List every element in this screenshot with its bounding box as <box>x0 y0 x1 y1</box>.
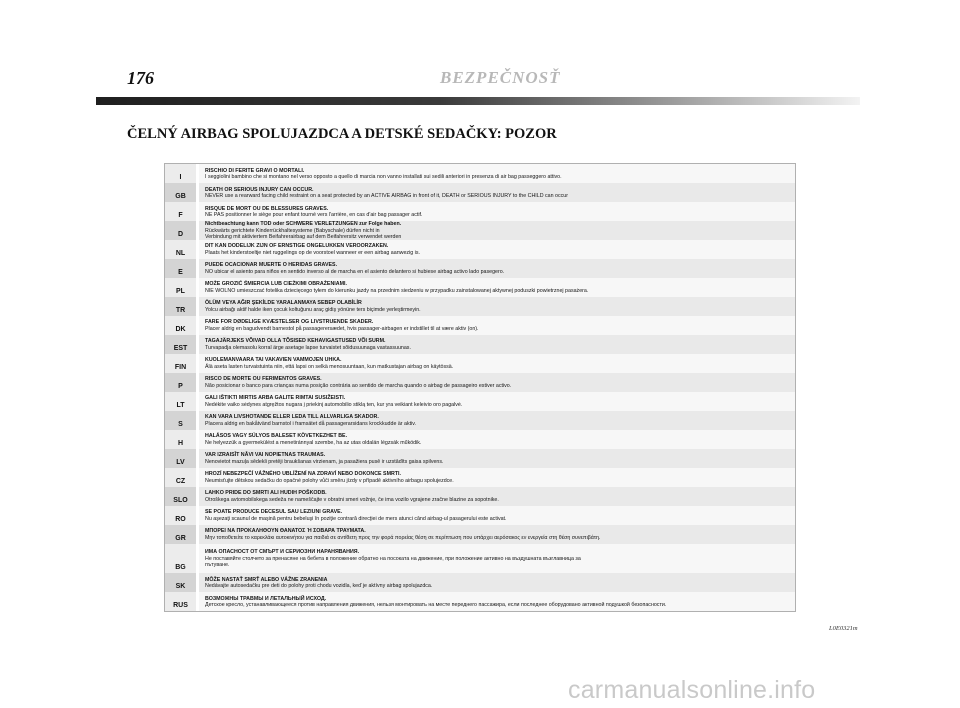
warning-text <box>199 544 795 573</box>
warning-body-line: Älä aseta lasten turvaistuinta niin, että lapsi on selkä menosuuntaan, kun matkustajan airbag on käytössä. <box>205 363 454 370</box>
warning-text <box>199 316 795 335</box>
language-code: BG <box>165 544 199 573</box>
warning-row <box>165 183 795 202</box>
warning-row <box>165 506 795 525</box>
warning-body-line: Yolcu airbağı aktif halde iken çocuk koltuğunu araç gidiş yönüne ters biçimde yerleştirmeyin. <box>205 306 421 313</box>
image-code: L0E0321m <box>829 625 858 632</box>
warning-heading: ÖLÜM VEYA AĞIR ŞEKİLDE YARALANMAYA SEBEP OLABİLİR <box>205 300 362 307</box>
language-code: P <box>165 373 199 392</box>
warning-heading: RISQUE DE MORT OU DE BLESSURES GRAVES. <box>205 205 329 212</box>
warning-heading: KAN VARA LIVSHOTANDE ELLER LEDA TILL ALLVARLIGA SKADOR. <box>205 414 379 421</box>
warning-heading: DEATH OR SERIOUS INJURY CAN OCCUR. <box>205 186 314 193</box>
warning-heading: HROZÍ NEBEZPEČÍ VÁŽNÉHO UBLÍŽENÍ NA ZDRAVÍ NEBO DOKONCE SMRTI. <box>205 471 401 478</box>
warning-body-line: Plaats het kinderstoeltje niet ruggelings op de voorstoel wanneer er een airbag aanwezig is. <box>205 249 420 256</box>
warning-row <box>165 487 795 506</box>
warning-body-line: Turvapadja olemasolu korral ärge asetage lapse turvaistet sõidusuunaga vastassuunas. <box>205 344 411 351</box>
warning-row <box>165 259 795 278</box>
warning-row <box>165 354 795 373</box>
watermark[interactable]: carmanualsonline.info <box>568 676 816 704</box>
language-code: CZ <box>165 468 199 487</box>
warning-text <box>199 373 795 392</box>
warning-body-line: Nu aşezaţi scaunul de maşină pentru bebeluşi în poziţie contrară direcţiei de mers atunci când airbag-ul pasagerului este activat. <box>205 515 507 522</box>
airbag-warning-table <box>164 163 796 612</box>
warning-body-line: NO ubicar el asiento para niños en sentido inverso al de marcha en el asiento delantero si hubiese airbag activo lado pasegero. <box>205 268 505 275</box>
warning-heading: DIT KAN DODELIJK ZIJN OF ERNSTIGE ONGELUKKEN VEROORZAKEN. <box>205 243 389 250</box>
warning-row <box>165 525 795 544</box>
language-code: I <box>165 164 199 183</box>
warning-text <box>199 259 795 278</box>
warning-heading: ВОЗМОЖНЫ ТРАВМЫ И ЛЕТАЛЬНЫЙ ИСХОД. <box>205 595 327 602</box>
language-code: S <box>165 411 199 430</box>
warning-heading: HALÁSOS VAGY SÚLYOS BALESET KÖVETKEZHET BE. <box>205 433 348 440</box>
warning-text <box>199 592 795 611</box>
warning-text <box>199 430 795 449</box>
warning-row <box>165 335 795 354</box>
warning-row <box>165 240 795 259</box>
language-code: LT <box>165 392 199 411</box>
language-code: E <box>165 259 199 278</box>
language-code: F <box>165 202 199 221</box>
language-code: TR <box>165 297 199 316</box>
language-code: SLO <box>165 487 199 506</box>
warning-row <box>165 411 795 430</box>
warning-row <box>165 573 795 592</box>
warning-heading: ΜΠΟΡΕΙ ΝΑ ΠΡΟΚΑΛΗΘΟΥΝ ΘΑΝΑΤΟΣ Ή ΣΟΒΑΡΑ ΤΡΑΥΜΑΤΑ. <box>205 528 366 535</box>
warning-body-line: Neumisťujte dětskou sedačku do opačné polohy vůči směru jízdy v případě aktivního airbagu spolujezdce. <box>205 477 454 484</box>
warning-row <box>165 449 795 468</box>
warning-body-line: Детское кресло, устанавливающееся против направления движения, нельзя монтировать на месте переднего пассажира, если последнее оборудовано активной подушкой безопасности. <box>205 602 667 609</box>
language-code: PL <box>165 278 199 297</box>
warning-row <box>165 316 795 335</box>
warning-body-line: Nedėkite vaiko sėdynes atgręžtos nugara į priekinį automobilio stiklą ten, kur yra veikiant keleivio oro pagalvė. <box>205 401 463 408</box>
warning-body-line: NEVER use a rearward facing child restraint on a seat protected by an ACTIVE AIRBAG in front of it, DEATH or SERIOUS INJURY to the CHILD can occur <box>205 192 568 199</box>
warning-text <box>199 411 795 430</box>
warning-text <box>199 573 795 592</box>
warning-text <box>199 221 795 240</box>
warning-row <box>165 373 795 392</box>
warning-heading: LAHKO PRIDE DO SMRTI ALI HUDIH POŠKODB. <box>205 490 327 497</box>
warning-body-line: Verbindung mit aktiviertem Beifahrerairbag auf dem Beifahrersitz verwendet werden <box>205 234 402 240</box>
warning-body-line: Не поставяйте столчето за пренасяне на бебета в положение обратно на посоката на движение, при положение активно на въздушната възглавница за <box>205 555 581 562</box>
page-number: 176 <box>127 68 154 88</box>
warning-heading: RISCO DE MORTE OU FERIMENTOS GRAVES. <box>205 376 322 383</box>
warning-text <box>199 487 795 506</box>
warning-body-line: I seggiolini bambino che si montano nel verso opposto a quello di marcia non vanno installati sui sedili anteriori in presenza di air bag passeggero attivo. <box>205 173 562 180</box>
warning-heading: SE POATE PRODUCE DECESUL SAU LEZIUNI GRAVE. <box>205 509 343 516</box>
warning-row <box>165 468 795 487</box>
language-code: H <box>165 430 199 449</box>
warning-text <box>199 202 795 221</box>
warning-text <box>199 335 795 354</box>
warning-row <box>165 430 795 449</box>
language-code: FIN <box>165 354 199 373</box>
warning-body-line: NIE WOLNO umieszczać fotelika dziecięcego tyłem do kierunku jazdy na przednim siedzeniu w przypadku zainstalowanej aktywnej poduszki powietrznej pasażera. <box>205 287 589 294</box>
language-code: LV <box>165 449 199 468</box>
page-heading: ČELNÝ AIRBAG SPOLUJAZDCA A DETSKÉ SEDAČKY: POZOR <box>127 126 557 142</box>
warning-heading: FARE FOR DØDELIGE KVÆSTELSER OG LIVSTRUENDE SKADER. <box>205 319 374 326</box>
warning-heading: GALI IŠTIKTI MIRTIS ARBA GALITE RIMTAI SUSIŽEISTI. <box>205 395 346 402</box>
warning-text <box>199 468 795 487</box>
warning-text <box>199 392 795 411</box>
warning-text <box>199 278 795 297</box>
warning-text <box>199 354 795 373</box>
header-rule <box>96 97 860 105</box>
warning-body-line: NE PAS positionner le siège pour enfant tourné vers l'arrière, en cas d'air bag passager actif. <box>205 211 423 218</box>
warning-heading: VAR IZRAISĪT NĀVI VAI NOPIETNAS TRAUMAS. <box>205 452 326 459</box>
warning-body-line: пътуване. <box>205 562 230 569</box>
warning-body-line: Ne helyezzük a gyermekülést a menetiránnyal szembe, ha az utas oldalán légzsák működik. <box>205 439 422 446</box>
warning-body-line: Placer aldrig en bagudvendt barnestol på passagerersædet, hvis passager-airbagen er indstillet til at være aktiv (on). <box>205 325 479 332</box>
language-code: DK <box>165 316 199 335</box>
language-code: EST <box>165 335 199 354</box>
warning-body-line: Otroškega avtomobilskega sedeža ne nameščajte v obratni smeri vožnje, če ima vozilo vgrajene zračne blazine za sopotnike. <box>205 496 499 503</box>
language-code: GR <box>165 525 199 544</box>
warning-text <box>199 164 795 183</box>
warning-row <box>165 544 795 573</box>
language-code: GB <box>165 183 199 202</box>
language-code: SK <box>165 573 199 592</box>
language-code: NL <box>165 240 199 259</box>
warning-text <box>199 240 795 259</box>
warning-text <box>199 506 795 525</box>
warning-body-line: Μην τοποθετείτε το καρεκλάκι αυτοκινήτου για παιδιά σε αντίθετη προς την φορά πορείας θέση σε περίπτωση που υπάρχει αερόσακος εν ενεργεία στη θέση συνεπιβάτη. <box>205 534 601 541</box>
warning-row <box>165 221 795 240</box>
warning-heading: KUOLEMANVAARA TAI VAKAVIEN VAMMOJEN UHKA. <box>205 357 342 364</box>
warning-text <box>199 183 795 202</box>
warning-row <box>165 164 795 183</box>
warning-row <box>165 297 795 316</box>
language-code: D <box>165 221 199 240</box>
warning-heading: MÔŽE NASTAŤ SMRŤ ALEBO VÁŽNE ZRANENIA <box>205 576 328 583</box>
warning-body-line: Rückwärts gerichtete Kinderrückhaltesysteme (Babyschale) dürfen nicht in <box>205 227 380 234</box>
warning-heading: TAGAJÄRJEKS VÕIVAD OLLA TÕSISED KEHAVIGASTUSED VÕI SURM. <box>205 338 386 345</box>
warning-row <box>165 592 795 611</box>
warning-heading: PUEDE OCACIONAR MUERTE O HERIDAS GRAVES. <box>205 262 338 269</box>
warning-heading: Nichtbeachtung kann TOD oder SCHWERE VERLETZUNGEN zur Folge haben. <box>205 221 402 228</box>
warning-heading: ИМА ОПАСНОСТ ОТ СМЪРТ И СЕРИОЗНИ НАРАНЯВАНИЯ. <box>205 549 360 556</box>
section-title: BEZPEČNOSŤ <box>440 68 561 87</box>
warning-row <box>165 202 795 221</box>
warning-body-line: Não posicionar o banco para crianças numa posição contrária ao sentido de marcha quando o airbag de passageiro estiver activo. <box>205 382 512 389</box>
language-code: RUS <box>165 592 199 611</box>
warning-heading: MOŻE GROZIĆ ŚMIERCIA LUB CIEŻKIMI OBRAŻENIAMI. <box>205 281 347 288</box>
warning-body-line: Nenovietot mazuļa sēdekli pretēji braukšanas virzienam, ja pasažiera pusē ir uzstādīts gaisa spilvens. <box>205 458 444 465</box>
warning-text <box>199 449 795 468</box>
language-code: RO <box>165 506 199 525</box>
warning-heading: RISCHIO DI FERITE GRAVI O MORTALI. <box>205 167 305 174</box>
warning-row <box>165 278 795 297</box>
warning-body-line: Placera aldrig en bakåtvänd barnstol i framsätet då passagerarsidans krockkudde är aktiv. <box>205 420 417 427</box>
warning-body-line: Nedávajte autosedačku pre deti do polohy proti chodu vozidla, keď je aktívny airbag spolujazdca. <box>205 583 433 590</box>
warning-text <box>199 525 795 544</box>
warning-text <box>199 297 795 316</box>
warning-row <box>165 392 795 411</box>
